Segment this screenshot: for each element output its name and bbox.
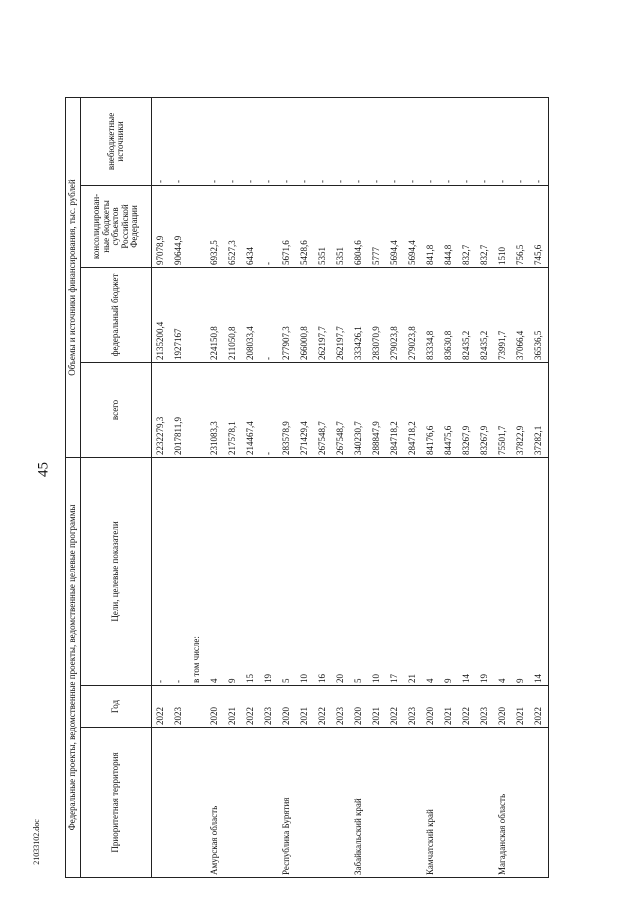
table-row <box>296 97 314 877</box>
header-projects: Федеральные проекты, ведомственные проекты, ведомственные целевые программы <box>66 457 81 877</box>
header-financing: Объемы и источники финансирования, тыс. рублей <box>66 97 81 457</box>
table-row <box>224 97 242 877</box>
goal-cell: 20 <box>332 457 350 685</box>
total-cell: 231083,3 <box>206 362 224 457</box>
total-cell: 75501,7 <box>494 362 512 457</box>
column-header-year: Год <box>81 686 152 728</box>
offbudget-cell: - <box>350 97 368 185</box>
territory-cell <box>152 728 171 878</box>
table-row <box>314 97 332 877</box>
column-header-territory: Приоритетная территория <box>81 728 152 878</box>
territory-cell <box>440 728 458 878</box>
federal-cell: 73991,7 <box>494 267 512 362</box>
regional-cell: 1510 <box>494 185 512 267</box>
federal-cell: 277907,3 <box>278 267 296 362</box>
table-row <box>368 97 386 877</box>
year-cell: 2022 <box>386 686 404 728</box>
offbudget-cell: - <box>440 97 458 185</box>
goal-cell: 14 <box>458 457 476 685</box>
regional-cell: 832,7 <box>458 185 476 267</box>
goal-cell: 4 <box>206 457 224 685</box>
offbudget-cell: - <box>404 97 422 185</box>
table-row <box>440 97 458 877</box>
year-cell: 2021 <box>224 686 242 728</box>
year-cell: 2022 <box>458 686 476 728</box>
year-cell: 2020 <box>494 686 512 728</box>
territory-cell <box>404 728 422 878</box>
total-cell: 83267,9 <box>476 362 494 457</box>
federal-cell: 224150,8 <box>206 267 224 362</box>
total-cell: 84475,6 <box>440 362 458 457</box>
territory-cell <box>386 728 404 878</box>
federal-cell: 82435,2 <box>458 267 476 362</box>
total-cell: 37282,1 <box>530 362 549 457</box>
territory-cell <box>188 728 206 878</box>
offbudget-cell: - <box>332 97 350 185</box>
table-row <box>278 97 296 877</box>
offbudget-cell: - <box>314 97 332 185</box>
offbudget-cell: - <box>260 97 278 185</box>
table-row <box>530 97 549 877</box>
goal-cell: 15 <box>242 457 260 685</box>
regional-cell: 844,8 <box>440 185 458 267</box>
note-cell: в том числе: <box>188 457 206 685</box>
table-row <box>170 97 188 877</box>
year-cell <box>188 686 206 728</box>
federal-cell: 37066,4 <box>512 267 530 362</box>
federal-cell: 83630,8 <box>440 267 458 362</box>
goal-cell: - <box>170 457 188 685</box>
territory-cell: Амурская область <box>206 728 224 878</box>
year-cell: 2020 <box>206 686 224 728</box>
offbudget-cell <box>188 97 206 185</box>
territory-cell <box>368 728 386 878</box>
table-row <box>494 97 512 877</box>
total-cell: 217578,1 <box>224 362 242 457</box>
federal-cell: 36536,5 <box>530 267 549 362</box>
table-row <box>476 97 494 877</box>
year-cell: 2023 <box>404 686 422 728</box>
total-cell: 214467,4 <box>242 362 260 457</box>
territory-cell <box>296 728 314 878</box>
table-row <box>152 97 171 877</box>
page-number: 45 <box>35 462 52 477</box>
offbudget-cell: - <box>278 97 296 185</box>
rotated-table-wrapper <box>65 98 575 878</box>
federal-cell: 266000,8 <box>296 267 314 362</box>
offbudget-cell: - <box>476 97 494 185</box>
total-cell: 2232279,3 <box>152 362 171 457</box>
goal-cell: 9 <box>224 457 242 685</box>
year-cell: 2020 <box>422 686 440 728</box>
goal-cell: 10 <box>296 457 314 685</box>
regional-cell: 832,7 <box>476 185 494 267</box>
column-header-total: всего <box>81 362 152 457</box>
table-row <box>260 97 278 877</box>
federal-cell: 262197,7 <box>314 267 332 362</box>
table-body <box>152 97 549 877</box>
year-cell: 2022 <box>242 686 260 728</box>
total-cell: 288847,9 <box>368 362 386 457</box>
goal-cell: 9 <box>440 457 458 685</box>
year-cell: 2021 <box>368 686 386 728</box>
territory-cell <box>458 728 476 878</box>
year-cell: 2021 <box>440 686 458 728</box>
year-cell: 2020 <box>350 686 368 728</box>
table-row <box>512 97 530 877</box>
territory-cell <box>332 728 350 878</box>
table-row <box>350 97 368 877</box>
territory-cell <box>530 728 549 878</box>
offbudget-cell: - <box>422 97 440 185</box>
document-code: 21033102.doc <box>31 819 41 865</box>
goal-cell: - <box>152 457 171 685</box>
territory-cell <box>260 728 278 878</box>
regional-cell: 6932,5 <box>206 185 224 267</box>
territory-cell: Камчатский край <box>422 728 440 878</box>
federal-cell: - <box>260 267 278 362</box>
total-cell: 267548,7 <box>332 362 350 457</box>
goal-cell: 4 <box>494 457 512 685</box>
table-row <box>404 97 422 877</box>
total-cell: 2017811,9 <box>170 362 188 457</box>
table-row <box>386 97 404 877</box>
year-cell: 2023 <box>170 686 188 728</box>
total-cell: 83267,9 <box>458 362 476 457</box>
goal-cell: 9 <box>512 457 530 685</box>
table-row <box>422 97 440 877</box>
total-cell: 283578,9 <box>278 362 296 457</box>
year-cell: 2023 <box>476 686 494 728</box>
financing-table <box>65 97 549 878</box>
regional-cell: 97078,9 <box>152 185 171 267</box>
year-cell: 2022 <box>152 686 171 728</box>
goal-cell: 19 <box>260 457 278 685</box>
year-cell: 2023 <box>332 686 350 728</box>
column-header-regional: консолидированные бюджеты субъектов Российской Федерации <box>81 185 152 267</box>
offbudget-cell: - <box>386 97 404 185</box>
offbudget-cell: - <box>494 97 512 185</box>
goal-cell: 4 <box>422 457 440 685</box>
federal-cell: 283070,9 <box>368 267 386 362</box>
year-cell: 2022 <box>314 686 332 728</box>
territory-cell: Забайкальский край <box>350 728 368 878</box>
year-cell: 2023 <box>260 686 278 728</box>
regional-cell <box>188 185 206 267</box>
federal-cell: 279023,8 <box>404 267 422 362</box>
column-header-federal: федеральный бюджет <box>81 267 152 362</box>
federal-cell: 262197,7 <box>332 267 350 362</box>
offbudget-cell: - <box>512 97 530 185</box>
table-row <box>332 97 350 877</box>
goal-cell: 16 <box>314 457 332 685</box>
regional-cell: 6804,6 <box>350 185 368 267</box>
total-cell: 284718,2 <box>386 362 404 457</box>
territory-cell <box>314 728 332 878</box>
total-cell: 340230,7 <box>350 362 368 457</box>
table-row <box>458 97 476 877</box>
total-cell <box>188 362 206 457</box>
territory-cell: Магаданская область <box>494 728 512 878</box>
column-header-goals: Цели, целевые показатели <box>81 457 152 685</box>
goal-cell: 17 <box>386 457 404 685</box>
goal-cell: 19 <box>476 457 494 685</box>
total-cell: 271429,4 <box>296 362 314 457</box>
table-row <box>242 97 260 877</box>
territory-cell <box>512 728 530 878</box>
regional-cell: 841,8 <box>422 185 440 267</box>
total-cell: 84176,6 <box>422 362 440 457</box>
goal-cell: 14 <box>530 457 549 685</box>
goal-cell: 5 <box>350 457 368 685</box>
territory-cell <box>242 728 260 878</box>
federal-cell: 333426,1 <box>350 267 368 362</box>
offbudget-cell: - <box>368 97 386 185</box>
year-cell: 2022 <box>530 686 549 728</box>
year-cell: 2021 <box>512 686 530 728</box>
offbudget-cell: - <box>530 97 549 185</box>
regional-cell: 6434 <box>242 185 260 267</box>
total-cell: - <box>260 362 278 457</box>
regional-cell: 5694,4 <box>404 185 422 267</box>
offbudget-cell: - <box>152 97 171 185</box>
federal-cell: 208033,4 <box>242 267 260 362</box>
offbudget-cell: - <box>170 97 188 185</box>
year-cell: 2020 <box>278 686 296 728</box>
column-header-offbudget: внебюджетные источники <box>81 97 152 185</box>
goal-cell: 21 <box>404 457 422 685</box>
federal-cell: 82435,2 <box>476 267 494 362</box>
regional-cell: - <box>260 185 278 267</box>
regional-cell: 5777 <box>368 185 386 267</box>
federal-cell <box>188 267 206 362</box>
federal-cell: 83334,8 <box>422 267 440 362</box>
regional-cell: 756,5 <box>512 185 530 267</box>
goal-cell: 5 <box>278 457 296 685</box>
federal-cell: 279023,8 <box>386 267 404 362</box>
territory-cell <box>170 728 188 878</box>
year-cell: 2021 <box>296 686 314 728</box>
total-cell: 284718,2 <box>404 362 422 457</box>
territory-cell <box>224 728 242 878</box>
regional-cell: 5351 <box>332 185 350 267</box>
table-row <box>188 97 206 877</box>
territory-cell <box>476 728 494 878</box>
regional-cell: 5694,4 <box>386 185 404 267</box>
offbudget-cell: - <box>224 97 242 185</box>
table-row <box>206 97 224 877</box>
regional-cell: 5428,6 <box>296 185 314 267</box>
federal-cell: 211050,8 <box>224 267 242 362</box>
federal-cell: 1927167 <box>170 267 188 362</box>
regional-cell: 5671,6 <box>278 185 296 267</box>
regional-cell: 745,6 <box>530 185 549 267</box>
total-cell: 37822,9 <box>512 362 530 457</box>
regional-cell: 90644,9 <box>170 185 188 267</box>
federal-cell: 2135200,4 <box>152 267 171 362</box>
regional-cell: 5351 <box>314 185 332 267</box>
regional-cell: 6527,3 <box>224 185 242 267</box>
offbudget-cell: - <box>296 97 314 185</box>
total-cell: 267548,7 <box>314 362 332 457</box>
territory-cell: Республика Бурятия <box>278 728 296 878</box>
offbudget-cell: - <box>206 97 224 185</box>
offbudget-cell: - <box>458 97 476 185</box>
offbudget-cell: - <box>242 97 260 185</box>
goal-cell: 10 <box>368 457 386 685</box>
